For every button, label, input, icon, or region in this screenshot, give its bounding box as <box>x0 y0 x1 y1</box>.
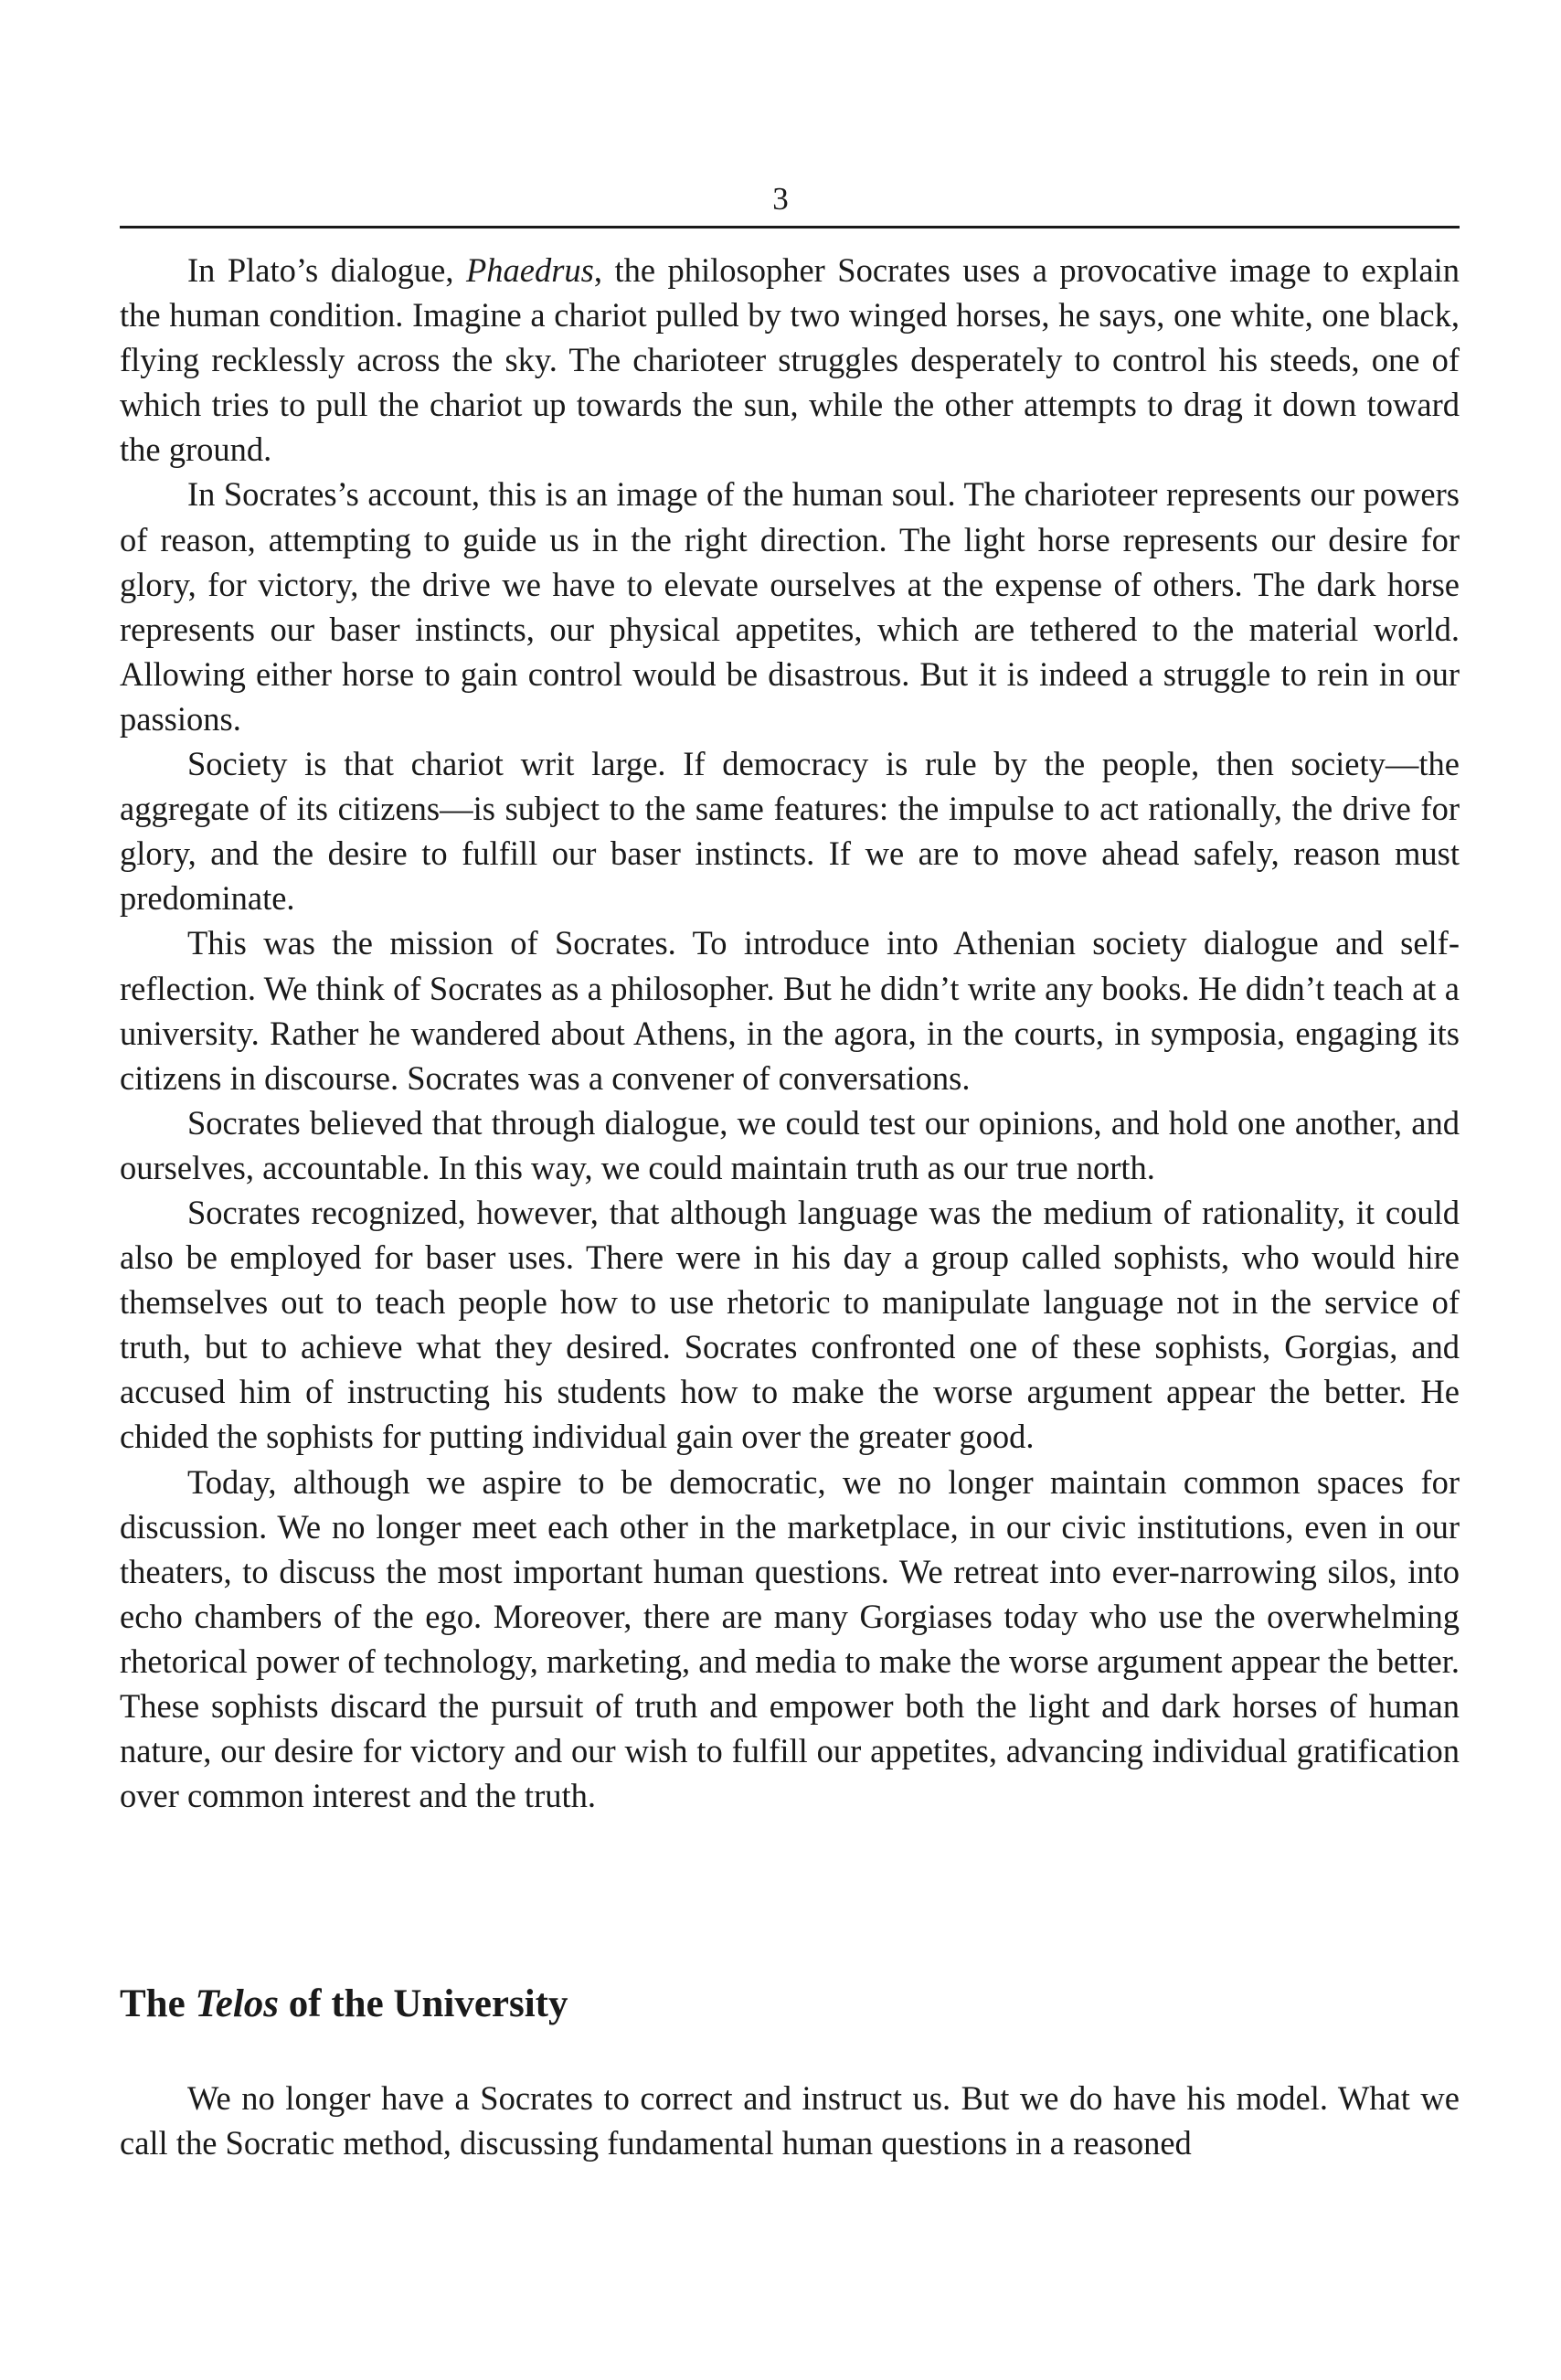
section-heading-lead: The <box>120 1982 196 2025</box>
paragraph-7: Today, although we aspire to be democratic, we no longer maintain common spaces for discussion. We no longer meet each other in the marketplace, in our civic institutions, even in our theaters, to discuss the most important human questions. We retreat into ever-narrowing silos, into echo chambers of the ego. Moreover, there are many Gorgiases today who use the overwhelming rhetorical power of technology, marketing, and media to make the worse argument appear the better. These sophists discard the pursuit of truth and empower both the light and dark horses of human nature, our desire for victory and our wish to fulfill our appetites, advancing individual gratification over common interest and the truth. <box>120 1462 1460 1815</box>
paragraph-5: Socrates believed that through dialogue, we could test our opinions, and hold one another, and ourselves, accountable. In this way, we could maintain truth as our true north. <box>120 1103 1460 1186</box>
paragraph-6: Socrates recognized, however, that although language was the medium of rationality, it could also be employed for baser uses. There were in his day a group called sophists, who would hire themselves out to teach people how to use rhetoric to manipulate language not in the service of truth, but to achieve what they desired. Socrates confronted one of these sophists, Gorgias, and accused him of instructing his students how to make the worse argument appear the better. He chided the sophists for putting individual gain over the greater good. <box>120 1193 1460 1456</box>
section-body-text <box>120 2076 1460 2165</box>
paragraph-4: This was the mission of Socrates. To introduce into Athenian society dialogue and self-reflection. We think of Socrates as a philosopher. But he didn’t write any books. He didn’t teach at a university. Rather he wandered about Athens, in the agora, in the courts, in symposia, engaging its citizens in discourse. Socrates was a convener of conversations. <box>120 924 1460 1097</box>
page-number: 3 <box>772 181 789 217</box>
paragraph-1-rest: , the philosopher Socrates uses a provocative image to explain the human condition. Imagine a chariot pulled by two winged horses, he says, one white, one black, flying recklessly across the sky. The charioteer struggles desperately to control his steeds, one of which tries to pull the chariot up towards the sun, while the other attempts to drag it down toward the ground. <box>120 251 1460 469</box>
section-heading <box>120 1977 1460 2032</box>
section-heading-rest: of the University <box>279 1982 568 2025</box>
paragraph-3: Society is that chariot writ large. If democracy is rule by the people, then society—the aggregate of its citizens—is subject to the same features: the impulse to act rationally, the drive for glory, and the desire to fulfill our baser instincts. If we are to move ahead safely, reason must predominate. <box>120 745 1460 918</box>
header-rule <box>120 226 1460 228</box>
paragraph-1 <box>120 248 1460 472</box>
section-paragraph-1: We no longer have a Socrates to correct and instruct us. But we do have his model. What we call the Socratic method, discussing fundamental human questions in a reasoned <box>120 2079 1460 2162</box>
section-heading-italic: Telos <box>195 1982 280 2025</box>
paragraph-1-lead: In Plato’s dialogue, <box>187 251 466 289</box>
phaedrus-title: Phaedrus <box>465 251 594 289</box>
body-text <box>120 248 1460 1818</box>
paragraph-2: In Socrates’s account, this is an image of the human soul. The charioteer represents our powers of reason, attempting to guide us in the right direction. The light horse represents our desire for glory, for victory, the drive we have to elevate ourselves at the expense of others. The dark horse represents our baser instincts, our physical appetites, which are tethered to the material world. Allowing either horse to gain control would be disastrous. But it is indeed a struggle to rein in our passions. <box>120 475 1460 738</box>
